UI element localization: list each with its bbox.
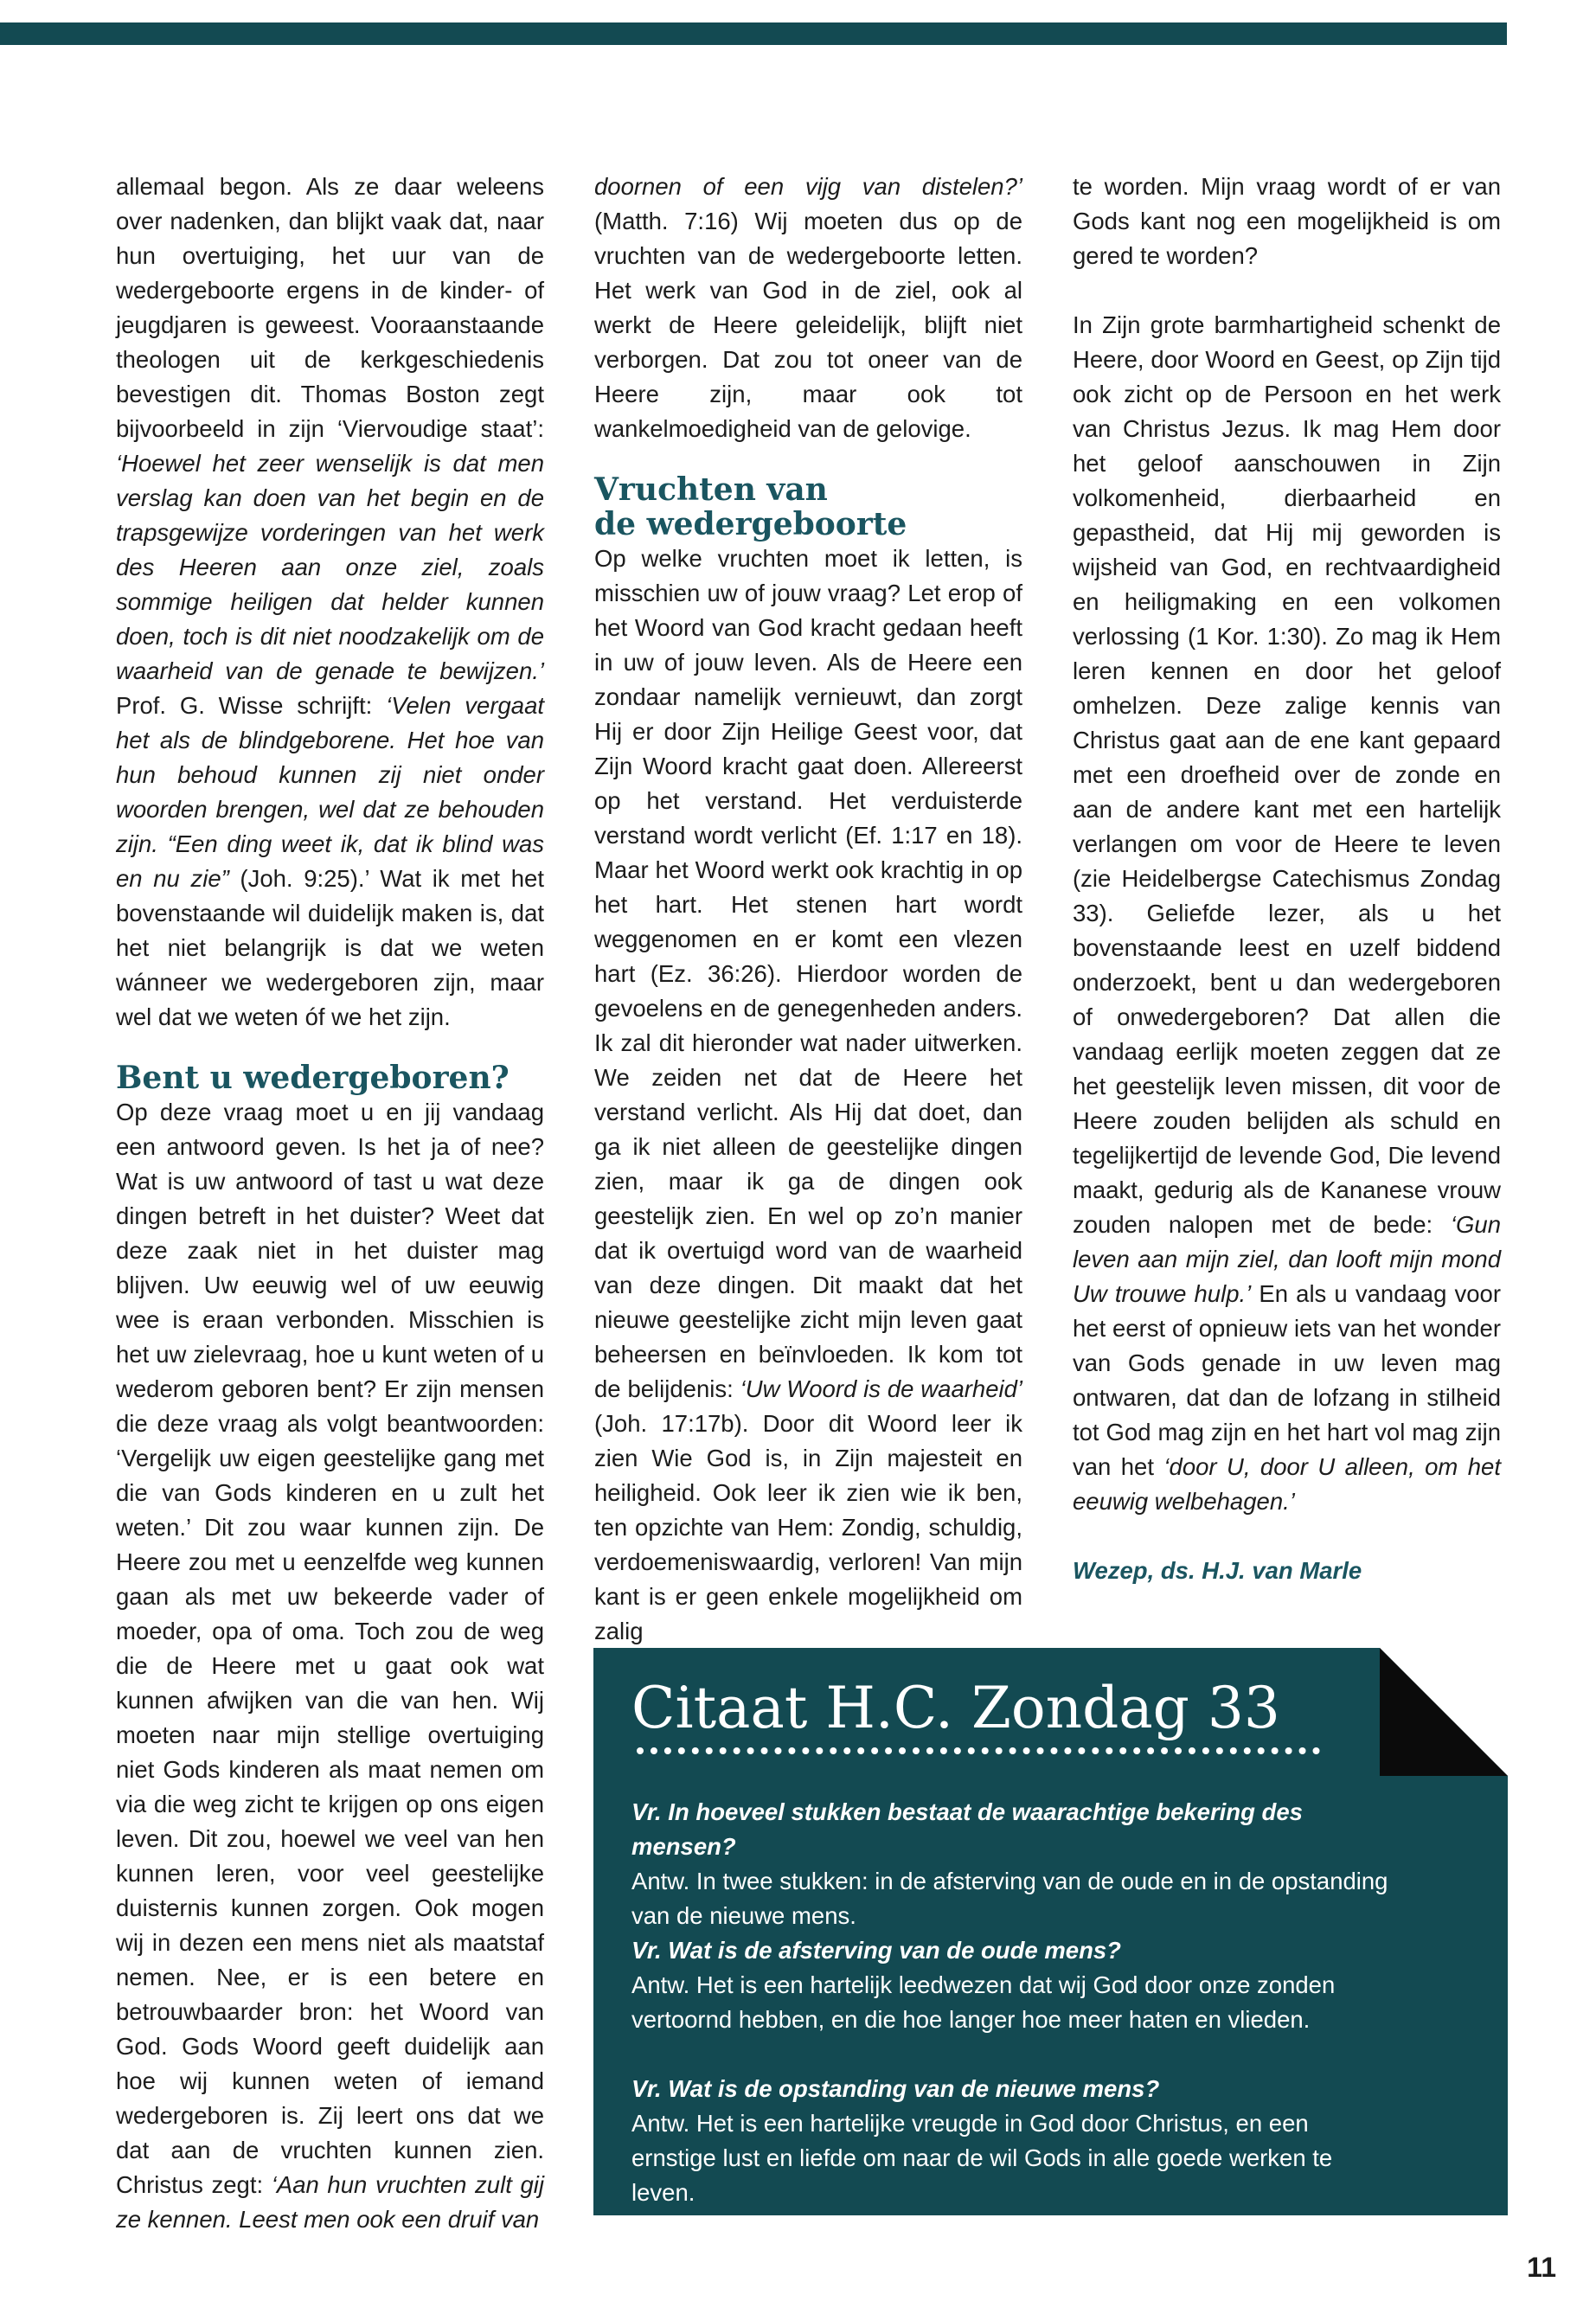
citaat-box [593, 1648, 1508, 2215]
answer-2: Antw. Het is een hartelijk leedwezen dat wij God door onze zonden vertoornd hebben, en die hoe langer hoe meer haten en vlieden. [631, 1971, 1336, 2033]
article-column-3 [1073, 170, 1501, 1588]
page-fold-shadow [1380, 1648, 1508, 1776]
section-heading-bent-u-wedergeboren: Bent u wedergeboren? [116, 1060, 510, 1096]
paragraph-4: Op welke vruchten moet ik letten, is misschien uw of jouw vraag? Let erop of het Woord van God kracht gedaan heeft in uw of jouw leven. Als de Heere een zondaar namelijk vernieuwt, dan zorgt Hij er door Zijn Heilige Geest voor, dat Zijn Woord kracht gaat doen. Allereerst op het verstand. Het verduisterde verstand wordt verlicht (Ef. 1:17 en 18). Maar het Woord werkt ook krachtig in op het hart. Het stenen hart wordt weggenomen en er komt een vlezen hart (Ez. 36:26). Hierdoor worden de gevoelens en de genegenheden anders. Ik zal dit hieronder wat nader uitwerken. We zeiden net dat de Heere het verstand verlicht. Als Hij dat doet, dan ga ik niet alleen de geestelijke dingen zien, maar ik ga de dingen ook geestelijk zien. En wel op zo’n manier dat ik overtuigd word van de waarheid van deze dingen. Dit maakt dat het nieuwe geestelijke zicht mijn leven gaat beheersen en beïnvloeden. Ik kom tot de belijdenis: ‘Uw Woord is de waarheid’ (Joh. 17:17b). Door dit Woord leer ik zien Wie God is, in Zijn majesteit en heiligheid. Ook leer ik zien wie ik ben, ten opzichte van Hem: Zondig, schuldig, verdoemeniswaardig, verloren! Van mijn kant is er geen enkele mogelijkheid om zalig [594, 545, 1023, 1644]
answer-1: Antw. In twee stukken: in de afsterving van de oude en in de opstanding van de nieuwe mens. [631, 1868, 1388, 1929]
question-3: Vr. Wat is de opstanding van de nieuwe mens? [631, 2075, 1160, 2102]
question-2: Vr. Wat is de afsterving van de oude mens? [631, 1937, 1121, 1964]
author-signature: Wezep, ds. H.J. van Marle [1073, 1557, 1362, 1584]
page-number: 11 [1527, 2252, 1556, 2283]
article-column-2 [594, 170, 1022, 1649]
paragraph-5: te worden. Mijn vraag wordt of er van Gods kant nog een mogelijkheid is om gered te worden? [1073, 173, 1501, 269]
paragraph-6: In Zijn grote barmhartigheid schenkt de Heere, door Woord en Geest, op Zijn tijd ook zicht op de Persoon en het werk van Christus Jezus. Ik mag Hem door het geloof aanschouwen in Zijn volkomenheid, dierbaarheid en gepastheid, dat Hij mij geworden is wijsheid van God, en rechtvaardigheid en heiligmaking en een volkomen verlossing (1 Kor. 1:30). Zo mag ik Hem leren kennen en door het geloof omhelzen. Deze zalige kennis van Christus gaat aan de ene kant gepaard met een droefheid over de zonde en aan de andere kant met een hartelijk verlangen om voor de Heere te leven (zie Heidelbergse Catechismus Zondag 33). Geliefde lezer, als u het bovenstaande leest en uzelf biddend onderzoekt, bent u dan wedergeboren of onwedergeboren? Dat allen die vandaag eerlijk moeten zeggen dat ze het geestelijk leven missen, dit voor de Heere zouden belijden als schuld en tegelijkertijd de levende God, Die levend maakt, gedurig als de Kananese vrouw zouden nalopen met de bede: ‘Gun leven aan mijn ziel, dan looft mijn mond Uw trouwe hulp.’ En als u vandaag voor het eerst of opnieuw iets van het wonder van Gods genade in uw leven mag ontwaren, dat dan de lofzang in stilheid tot God mag zijn en het hart vol mag zijn van het ‘door U, door U alleen, om het eeuwig welbehagen.’ [1073, 311, 1501, 1515]
boston-quote: ‘Hoewel het zeer wenselijk is dat men verslag kan doen van het begin en de trapsgewijze vorderingen van het werk des Heeren aan onze ziel, zoals sommige heiligen dat helder kunnen doen, toch is dit niet noodzakelijk om de waarheid van de genade te bewijzen.’ [116, 450, 544, 684]
qa-block-2 [631, 1933, 1393, 2037]
dotted-divider [637, 1747, 1320, 1754]
citaat-title: Citaat H.C. Zondag 33 [631, 1675, 1280, 1741]
top-accent-bar [0, 22, 1507, 45]
article-column-1 [116, 170, 544, 2237]
qa-block-1 [631, 1795, 1393, 1933]
section-heading-vruchten: Vruchten van de wedergeboorte [594, 471, 907, 542]
paragraph-2: Op deze vraag moet u en jij vandaag een antwoord geven. Is het ja of nee? Wat is uw antwoord of tast u wat deze dingen betreft in het duister? Weet dat deze zaak niet in het duister mag blijven. Uw eeuwig wel of uw eeuwig wee is eraan verbonden. Misschien is het uw zielevraag, hoe u kunt weten of u wederom geboren bent? Er zijn mensen die deze vraag als volgt beantwoorden: ‘Vergelijk uw eigen geestelijke gang met die van Gods kinderen en u zult het weten.’ Dit zou waar kunnen zijn. De Heere zou met u eenzelfde weg kunnen gaan als met uw bekeerde vader of moeder, opa of oma. Toch zou de weg die de Heere met u gaat ook wat kunnen afwijken van die van hen. Wij moeten naar mijn stellige overtuiging niet Gods kinderen als maat nemen om via die weg zicht te krijgen op ons eigen leven. Dit zou, hoewel we veel van hen kunnen leren, voor veel geestelijke duisternis kunnen zorgen. Ook mogen wij in dezen een mens niet als maatstaf nemen. Nee, er is een betere en betrouwbaarder bron: het Woord van God. Gods Woord geeft duidelijk aan hoe wij kunnen weten of iemand wedergeboren is. Zij leert ons dat we dat aan de vruchten kunnen zien. Christus zegt: ‘Aan hun vruchten zult gij ze kennen. Leest men ook een druif van [116, 1099, 544, 2233]
christus-quote: ‘Aan hun vruchten zult gij ze kennen. Leest men ook een druif van [116, 2171, 544, 2233]
answer-3: Antw. Het is een hartelijke vreugde in God door Christus, en een ernstige lust en liefde om naar de wil Gods in alle goede werken te leven. [631, 2110, 1333, 2206]
question-1: Vr. In hoeveel stukken bestaat de waarachtige bekering des mensen? [631, 1798, 1303, 1860]
paragraph-3: doornen of een vijg van distelen?’ (Matth. 7:16) Wij moeten dus op de vruchten van de wedergeboorte letten. Het werk van God in de ziel, ook al werkt de Heere geleidelijk, blijft niet verborgen. Dat zou tot oneer van de Heere zijn, maar ook tot wankelmoedigheid van de gelovige. [594, 173, 1022, 442]
paragraph-1: allemaal begon. Als ze daar weleens over nadenken, dan blijkt vaak dat, naar hun overtuiging, het uur van de wedergeboorte ergens in de kinder- of jeugdjaren is geweest. Vooraanstaande theologen uit de kerkgeschiedenis bevestigen dit. Thomas Boston zegt bijvoorbeeld in zijn ‘Viervoudige staat’: ‘Hoewel het zeer wenselijk is dat men verslag kan doen van het begin en de trapsgewijze vorderingen van het werk des Heeren aan onze ziel, zoals sommige heiligen dat helder kunnen doen, toch is dit niet noodzakelijk om de waarheid van de genade te bewijzen.’ Prof. G. Wisse schrijft: ‘Velen vergaat het als de blindgeborene. Het hoe van hun behoud kunnen zij niet onder woorden brengen, wel dat ze behouden zijn. “Een ding weet ik, dat ik blind was en nu zie” (Joh. 9:25).’ Wat ik met het bovenstaande wil duidelijk maken is, dat het niet belangrijk is dat we weten wánneer we wedergeboren zijn, maar wel dat we weten óf we het zijn. [116, 173, 544, 1030]
wisse-quote: ‘Velen vergaat het als de blindgeborene. Het hoe van hun behoud kunnen zij niet onder woorden brengen, wel dat ze behouden zijn. “Een ding weet ik, dat ik blind was en nu zie” [116, 692, 544, 892]
qa-block-3 [631, 2072, 1393, 2210]
